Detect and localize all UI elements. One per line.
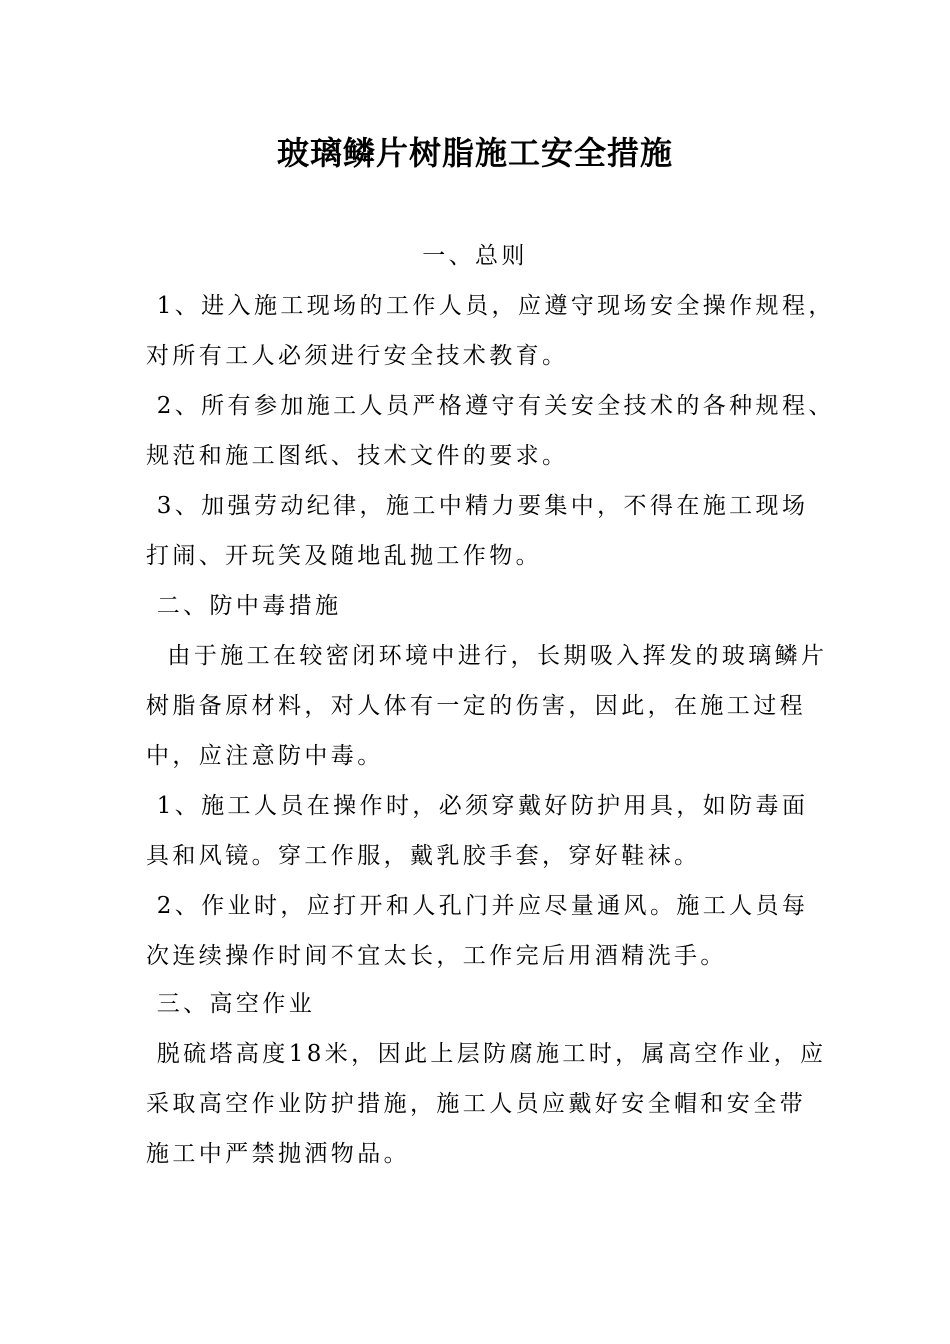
paragraph-line: 1、进入施工现场的工作人员，应遵守现场安全操作规程， xyxy=(146,293,835,319)
paragraph-line: 打闹、开玩笑及随地乱抛工作物。 xyxy=(146,543,542,569)
section-heading-anti-poisoning: 二、防中毒措施 xyxy=(146,593,342,619)
paragraph-line: 2、所有参加施工人员严格遵守有关安全技术的各种规程、 xyxy=(146,393,835,419)
paragraph-line: 由于施工在较密闭环境中进行，长期吸入挥发的玻璃鳞片 xyxy=(146,643,828,669)
paragraph-line: 对所有工人必须进行安全技术教育。 xyxy=(146,343,569,369)
paragraph-line: 中，应注意防中毒。 xyxy=(146,743,384,769)
paragraph-line: 采取高空作业防护措施，施工人员应戴好安全帽和安全带 xyxy=(146,1091,806,1117)
paragraph-line: 具和风镜。穿工作服，戴乳胶手套，穿好鞋袜。 xyxy=(146,843,701,869)
document-title: 玻璃鳞片树脂施工安全措施 xyxy=(276,134,673,172)
paragraph-line: 施工中严禁抛洒物品。 xyxy=(146,1141,410,1167)
paragraph-line: 1、施工人员在操作时，必须穿戴好防护用具，如防毒面 xyxy=(146,793,809,819)
paragraph-line: 3、加强劳动纪律，施工中精力要集中，不得在施工现场 xyxy=(146,493,809,519)
paragraph-line: 次连续操作时间不宜太长，工作完后用酒精洗手。 xyxy=(146,943,727,969)
section-heading-high-altitude: 三、高空作业 xyxy=(146,991,316,1017)
paragraph-line: 树脂备原材料，对人体有一定的伤害，因此，在施工过程 xyxy=(146,693,806,719)
paragraph-line: 规范和施工图纸、技术文件的要求。 xyxy=(146,443,569,469)
paragraph-line: 脱硫塔高度18米，因此上层防腐施工时，属高空作业，应 xyxy=(146,1041,827,1067)
paragraph-line: 2、作业时，应打开和人孔门并应尽量通风。施工人员每 xyxy=(146,893,809,919)
section-heading-general: 一、总则 xyxy=(422,243,528,269)
